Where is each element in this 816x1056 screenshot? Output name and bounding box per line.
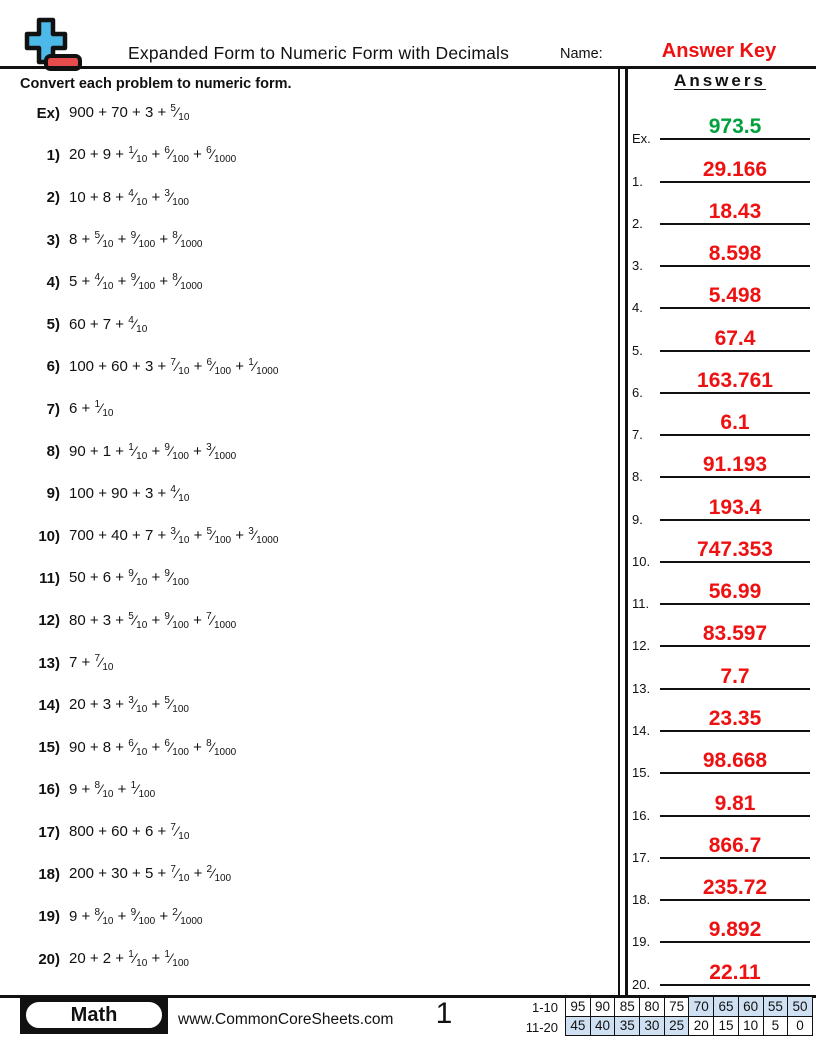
score-cell: 90: [590, 997, 615, 1017]
answer-row: [632, 104, 812, 146]
answer-number-label: 19.: [632, 934, 651, 950]
problem-expression: $60 + 7 + ^4⁄_{10}$: [69, 314, 148, 335]
answer-value: 29.166: [702, 157, 768, 181]
answer-row: [632, 907, 812, 949]
answer-value: 98.668: [702, 749, 768, 773]
answer-line: [660, 619, 810, 647]
problem-number: 7): [46, 400, 60, 418]
answer-row: [632, 358, 812, 400]
answer-number-label: Ex.: [632, 131, 651, 147]
answer-value: 973.5: [708, 115, 762, 139]
problem-number: 17): [38, 823, 60, 841]
answer-value: 91.193: [702, 453, 768, 477]
problem-row: [20, 473, 600, 515]
answer-number-label: 12.: [632, 638, 651, 654]
problem-row: [20, 92, 600, 134]
problem-number: 16): [38, 781, 60, 799]
answers-list: [632, 104, 812, 992]
answer-row: [632, 738, 812, 780]
problem-expression: $900 + 70 + 3 + ^5⁄_{10}$: [69, 103, 190, 124]
problem-number: 12): [38, 612, 60, 630]
problem-expression: $8 + ^5⁄_{10}$ + $^9⁄_{100}$ + $^8⁄_{1000}$: [69, 230, 203, 251]
problem-expression: $9 + ^8⁄_{10}$ + $^9⁄_{100}$ + $^2⁄_{1000}$: [69, 906, 203, 927]
answer-row: [632, 273, 812, 315]
answer-row: [632, 400, 812, 442]
answer-number-label: 10.: [632, 553, 651, 569]
problem-number: 15): [38, 739, 60, 757]
problem-number: 2): [46, 189, 60, 207]
problem-number: 14): [38, 696, 60, 714]
problem-expression: $20 + 3 + ^3⁄_{10}$ + $^5⁄_{100}$: [69, 695, 189, 716]
problem-number: 3): [46, 231, 60, 249]
score-cell: 80: [640, 997, 665, 1017]
answer-value: 866.7: [708, 833, 762, 857]
answer-number-label: 9.: [632, 511, 643, 527]
answer-number-label: 8.: [632, 469, 643, 485]
answer-number-label: 13.: [632, 680, 651, 696]
answer-value: 6.1: [720, 411, 750, 435]
answer-value: 9.892: [708, 918, 762, 942]
problem-expression: $9 + ^8⁄_{10}$ + $^1⁄_{100}$: [69, 779, 156, 800]
problem-expression: $5 + ^4⁄_{10}$ + $^9⁄_{100}$ + $^8⁄_{1000}$: [69, 272, 203, 293]
answer-row: [632, 653, 812, 695]
problem-expression: $90 + 8 + ^6⁄_{10}$ + $^6⁄_{100}$ + $^8⁄_{1000}$: [69, 737, 237, 758]
website-text: www.CommonCoreSheets.com: [178, 1011, 394, 1028]
problem-number: 8): [46, 443, 60, 461]
score-range-labels: [500, 998, 558, 1037]
answer-number-label: 20.: [632, 976, 651, 992]
answer-line: [660, 112, 810, 140]
answer-row: [632, 569, 812, 611]
problem-row: [20, 219, 600, 261]
problem-row: [20, 515, 600, 557]
problem-number: 4): [46, 273, 60, 291]
answer-value: 8.598: [708, 242, 762, 266]
instructions-text: Convert each problem to numeric form.: [20, 76, 292, 92]
score-cell: 60: [738, 997, 763, 1017]
answer-row: [632, 442, 812, 484]
answer-number-label: 14.: [632, 722, 651, 738]
answer-line: [660, 366, 810, 394]
answer-value: 5.498: [708, 284, 762, 308]
score-cell: 5: [763, 1016, 788, 1036]
answers-heading: Answers: [674, 71, 766, 90]
answer-number-label: 7.: [632, 427, 643, 443]
problem-expression: $7 + ^7⁄_{10}$: [69, 653, 114, 673]
problem-expression: $50 + 6 + ^9⁄_{10}$ + $^9⁄_{100}$: [69, 568, 189, 589]
answer-value: 67.4: [714, 326, 756, 350]
problem-row: [20, 261, 600, 303]
problem-row: [20, 853, 600, 895]
answer-line: [660, 535, 810, 563]
answer-line: [660, 324, 810, 352]
score-cell: 50: [788, 997, 813, 1017]
problem-expression: $80 + 3 + ^5⁄_{10}$ + $^9⁄_{100}$ + $^7⁄_{1000}$: [69, 610, 237, 631]
answer-line: [660, 197, 810, 225]
problem-row: [20, 388, 600, 430]
problem-row: [20, 430, 600, 472]
answer-row: [632, 611, 812, 653]
score-cell: 65: [714, 997, 739, 1017]
answer-key-text: Answer Key: [661, 40, 777, 62]
answer-line: [660, 281, 810, 309]
score-cell: 55: [763, 997, 788, 1017]
score-cell: 70: [689, 997, 714, 1017]
answer-number-label: 5.: [632, 342, 643, 358]
answer-value: 7.7: [720, 664, 750, 688]
answer-value: 747.353: [697, 537, 773, 561]
score-cell: 25: [664, 1016, 689, 1036]
problem-number: 9): [46, 485, 60, 503]
header-rule: [0, 66, 816, 69]
answer-number-label: 6.: [632, 384, 643, 400]
problem-row: [20, 811, 600, 853]
problem-row: [20, 938, 600, 980]
problem-expression: $100 + 60 + 3 + ^7⁄_{10}$ + $^6⁄_{100}$ + $^1⁄_{1000}$: [69, 356, 279, 377]
problem-row: [20, 600, 600, 642]
subject-block: [20, 997, 168, 1034]
problem-row: [20, 557, 600, 599]
score-cell: 75: [664, 997, 689, 1017]
answer-value: 83.597: [702, 622, 768, 646]
answer-row: [632, 315, 812, 357]
problem-row: [20, 642, 600, 684]
score-table: [565, 996, 813, 1036]
answer-line: [660, 915, 810, 943]
problem-expression: $200 + 30 + 5 + ^7⁄_{10}$ + $^2⁄_{100}$: [69, 864, 232, 885]
answer-line: [660, 155, 810, 183]
answer-value: 23.35: [708, 706, 762, 730]
answer-value: 193.4: [708, 495, 762, 519]
answer-number-label: 17.: [632, 849, 651, 865]
problem-expression: $100 + 90 + 3 + ^4⁄_{10}$: [69, 483, 190, 504]
problem-row: [20, 684, 600, 726]
subject-pill: Math: [24, 1000, 164, 1030]
answer-row: [632, 146, 812, 188]
answer-value: 18.43: [708, 199, 762, 223]
score-cell: 15: [714, 1016, 739, 1036]
score-cell: 10: [738, 1016, 763, 1036]
answer-line: [660, 789, 810, 817]
score-cell: 85: [615, 997, 640, 1017]
score-cell: 20: [689, 1016, 714, 1036]
answer-row: [632, 189, 812, 231]
problem-row: [20, 346, 600, 388]
answer-row: [632, 527, 812, 569]
score-range-row1: 1-10: [531, 1000, 558, 1015]
answer-value: 22.11: [709, 960, 761, 984]
problem-number: 10): [38, 527, 60, 545]
problem-expression: $800 + 60 + 6 + ^7⁄_{10}$: [69, 822, 190, 843]
problem-row: [20, 177, 600, 219]
problem-expression: $90 + 1 + ^1⁄_{10}$ + $^9⁄_{100}$ + $^3⁄_{1000}$: [69, 441, 237, 462]
answer-number-label: 18.: [632, 892, 651, 908]
problem-number: 6): [46, 358, 60, 376]
name-label: Name:: [560, 46, 603, 62]
score-range-row2: 11-20: [525, 1019, 558, 1035]
problem-row: [20, 769, 600, 811]
answer-line: [660, 450, 810, 478]
answer-line: [660, 831, 810, 859]
answer-number-label: 2.: [632, 215, 643, 231]
problem-number: Ex): [36, 104, 60, 122]
answer-number-label: 1.: [632, 173, 643, 189]
answer-number-label: 3.: [632, 258, 643, 274]
answer-number-label: 16.: [632, 807, 651, 823]
score-cell: 30: [640, 1016, 665, 1036]
problems-list: [20, 92, 600, 980]
problem-number: 18): [38, 865, 60, 883]
page-number: 1: [435, 997, 453, 1030]
answer-line: [660, 493, 810, 521]
problem-number: 20): [38, 950, 60, 968]
answer-row: [632, 696, 812, 738]
problem-number: 13): [38, 654, 60, 672]
problem-expression: $20 + 9 + ^1⁄_{10}$ + $^6⁄_{100}$ + $^6⁄_{1000}$: [69, 145, 237, 166]
problem-row: [20, 896, 600, 938]
answer-line: [660, 746, 810, 774]
answer-value: 235.72: [702, 876, 768, 900]
answer-line: [660, 239, 810, 267]
column-divider-thin: [618, 68, 620, 995]
problem-expression: $6 + ^1⁄_{10}$: [69, 399, 114, 420]
score-cell: 95: [566, 997, 591, 1017]
answer-line: [660, 662, 810, 690]
answer-value: 9.81: [714, 791, 756, 815]
problem-number: 11): [39, 569, 60, 587]
answer-number-label: 11.: [632, 596, 650, 612]
problem-number: 1): [46, 146, 60, 164]
answer-line: [660, 577, 810, 605]
answer-value: 163.761: [697, 368, 773, 392]
problem-row: [20, 726, 600, 768]
problem-row: [20, 134, 600, 176]
problem-number: 19): [38, 908, 60, 926]
page-title: Expanded Form to Numeric Form with Decimals: [128, 43, 510, 63]
score-cell: 40: [590, 1016, 615, 1036]
answer-row: [632, 949, 812, 991]
plus-minus-logo: [22, 17, 84, 73]
score-cell: 45: [566, 1016, 591, 1036]
score-cell: 35: [615, 1016, 640, 1036]
answer-line: [660, 704, 810, 732]
answer-value: 56.99: [708, 580, 762, 604]
answer-line: [660, 958, 810, 986]
answer-number-label: 15.: [632, 765, 651, 781]
column-divider-thick: [625, 68, 628, 995]
problem-expression: $700 + 40 + 7 + ^3⁄_{10}$ + $^5⁄_{100}$ + $^3⁄_{1000}$: [69, 526, 279, 547]
answer-number-label: 4.: [632, 300, 643, 316]
answer-row: [632, 231, 812, 273]
answer-line: [660, 873, 810, 901]
answer-row: [632, 865, 812, 907]
answer-row: [632, 780, 812, 822]
answer-row: [632, 484, 812, 526]
score-cell: 0: [788, 1016, 813, 1036]
problem-number: 5): [46, 316, 60, 334]
answer-line: [660, 408, 810, 436]
problem-expression: $10 + 8 + ^4⁄_{10}$ + $^3⁄_{100}$: [69, 187, 189, 208]
problem-expression: $20 + 2 + ^1⁄_{10}$ + $^1⁄_{100}$: [69, 949, 189, 970]
problem-row: [20, 303, 600, 345]
answer-row: [632, 823, 812, 865]
